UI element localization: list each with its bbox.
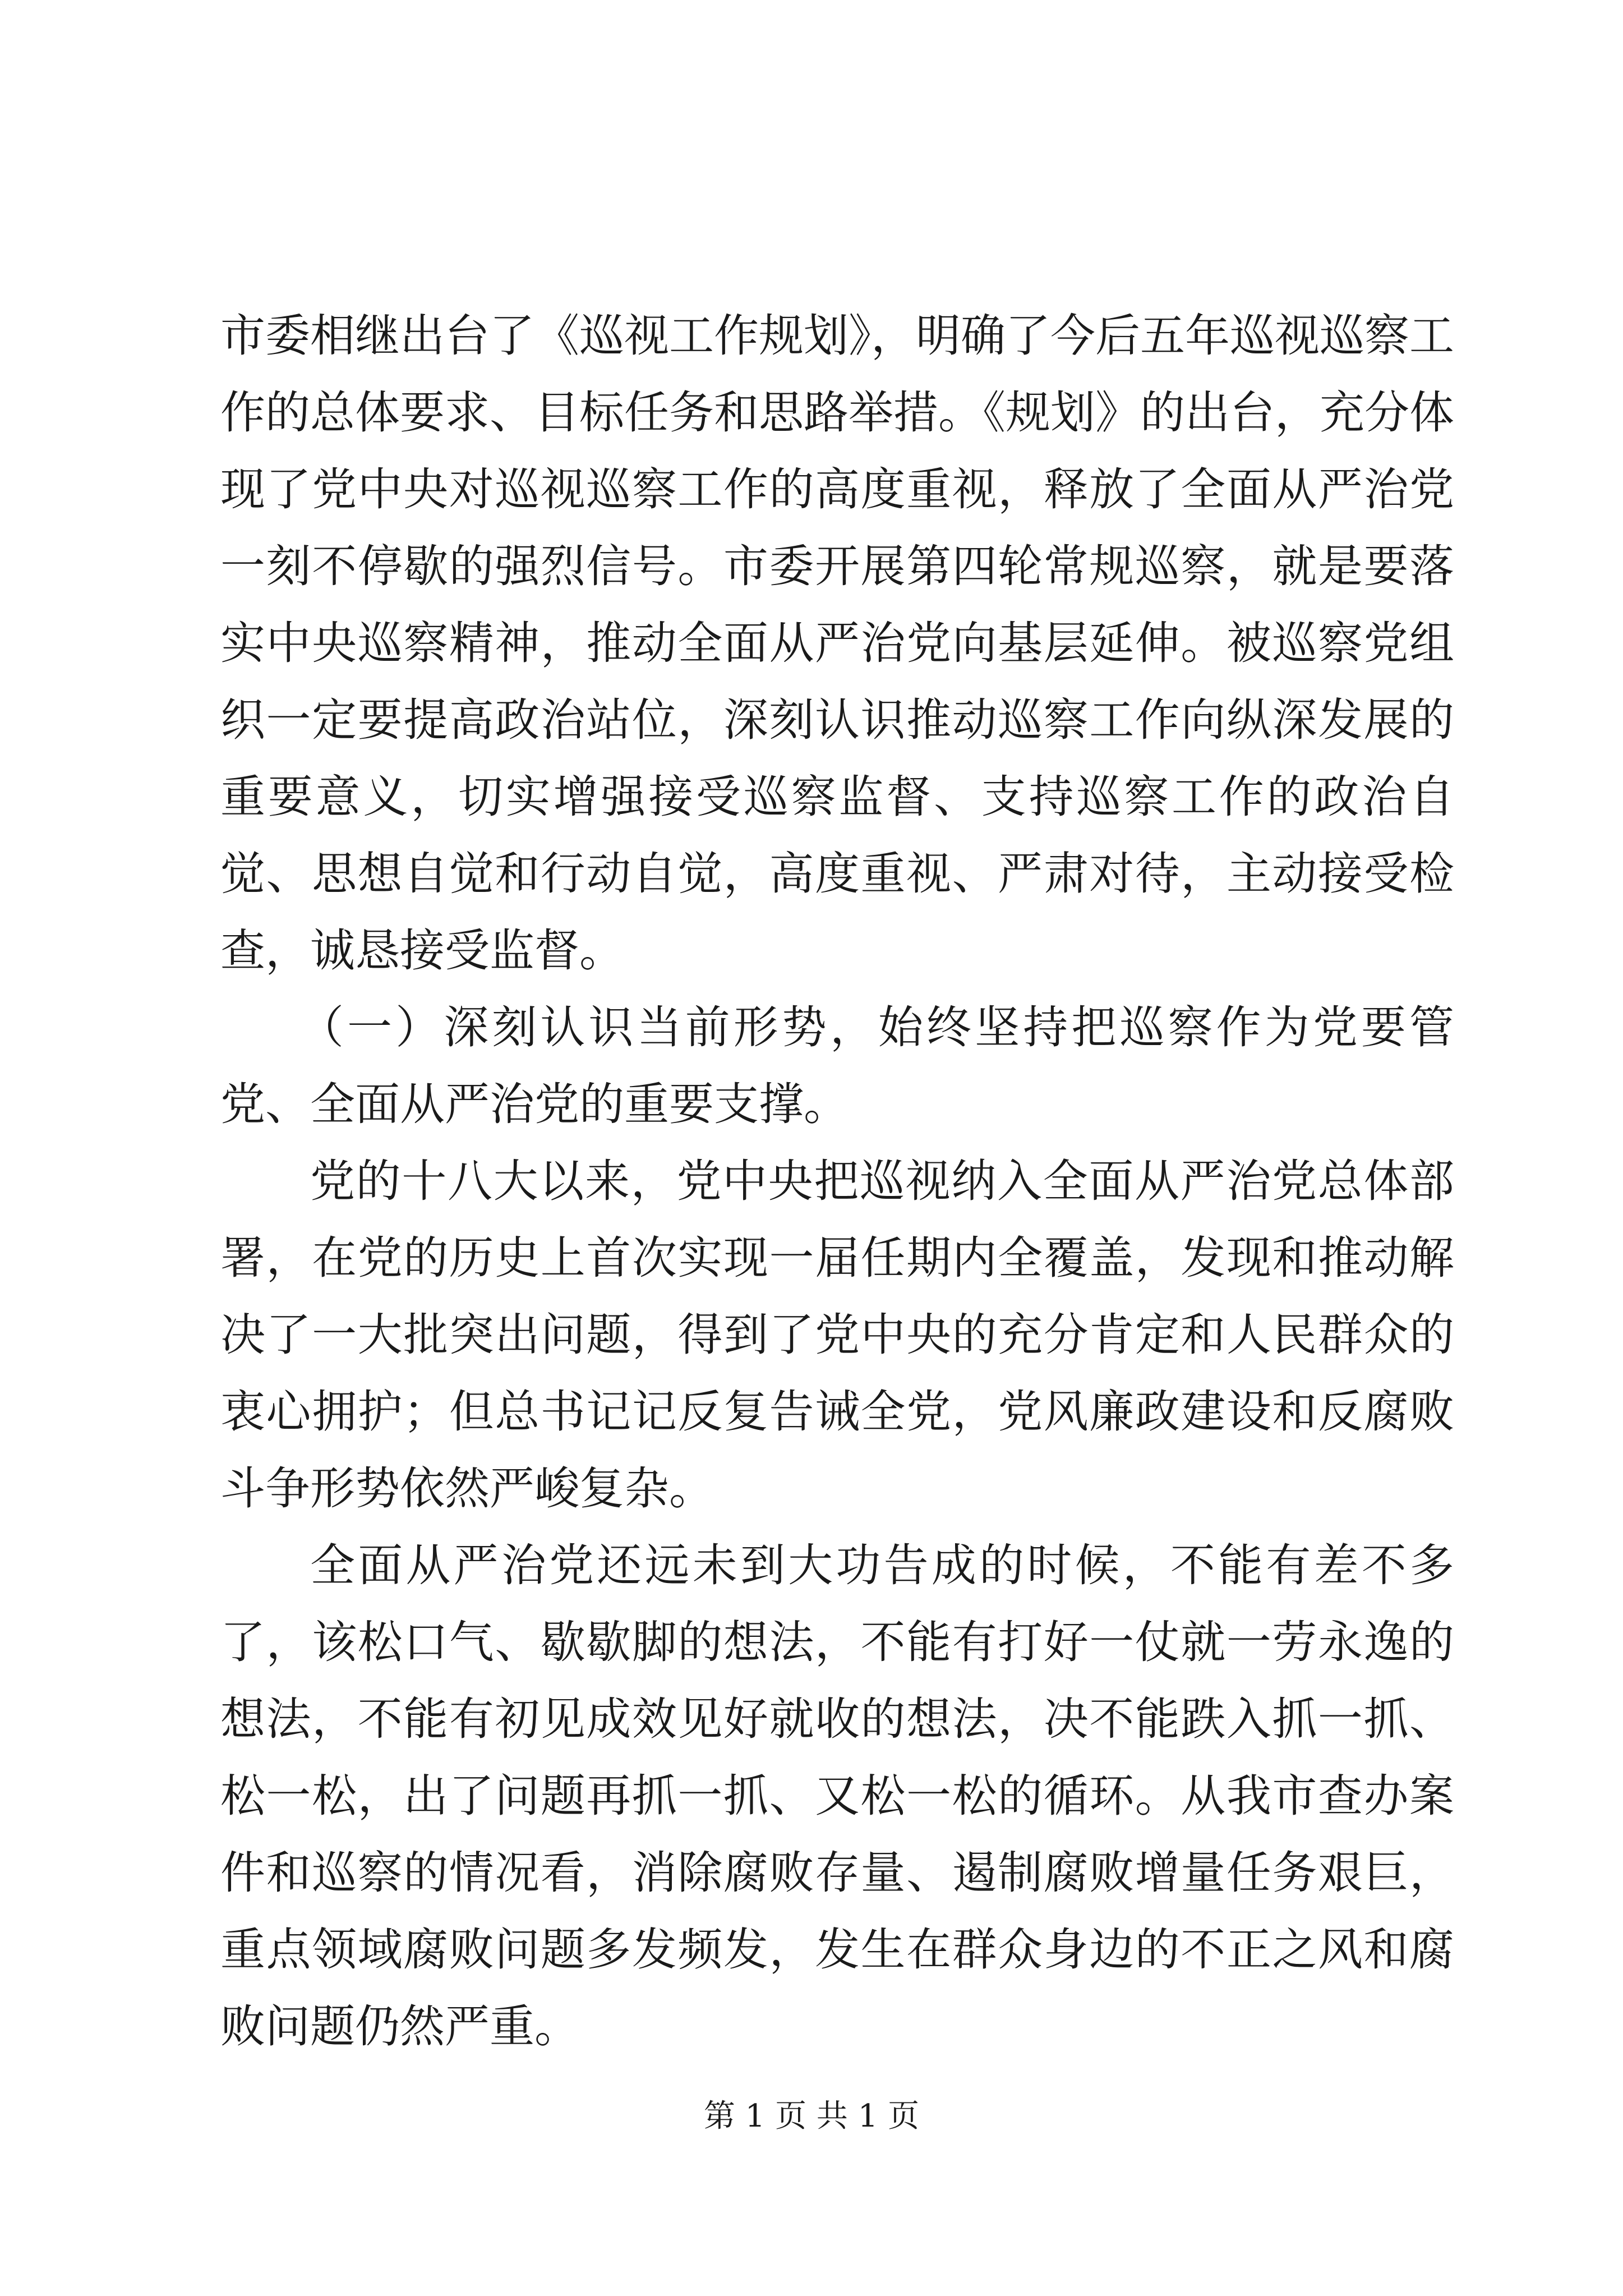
- page-footer: 第 1 页 共 1 页: [703, 2098, 920, 2134]
- paragraph: 党的十八大以来，党中央把巡视纳入全面从严治党总体部署，在党的历史上首次实现一届任期内全覆盖，发现和推动解决了一大批突出问题，得到了党中央的充分肯定和人民群众的衷心拥护；但总书记记反复告诫全党，党风廉政建设和反腐败斗争形势依然严峻复杂。: [220, 1155, 1454, 1515]
- section-heading: （一）深刻认识当前形势，始终坚持把巡察作为党要管党、全面从严治党的重要支撑。: [220, 1001, 1454, 1130]
- paragraph: 全面从严治党还远未到大功告成的时候，不能有差不多了，该松口气、歇歇脚的想法，不能有打好一仗就一劳永逸的想法，不能有初见成效见好就收的想法，决不能跌入抓一抓、松一松，出了问题再抓一抓、又松一松的循环。从我市查办案件和巡察的情况看，消除腐败存量、遏制腐败增量任务艰巨，重点领域腐败问题多发频发，发生在群众身边的不正之风和腐败问题仍然严重。: [220, 1539, 1454, 2053]
- paragraph-continuation: 市委相继出台了《巡视工作规划》，明确了今后五年巡视巡察工作的总体要求、目标任务和思路举措。《规划》的出台，充分体现了党中央对巡视巡察工作的高度重视，释放了全面从严治党一刻不停歇的强烈信号。市委开展第四轮常规巡察，就是要落实中央巡察精神，推动全面从严治党向基层延伸。被巡察党组织一定要提高政治站位，深刻认识推动巡察工作向纵深发展的重要意义，切实增强接受巡察监督、支持巡察工作的政治自觉、思想自觉和行动自觉，高度重视、严肃对待，主动接受检查，诚恳接受监督。: [220, 310, 1454, 977]
- document-body: [220, 297, 1454, 2065]
